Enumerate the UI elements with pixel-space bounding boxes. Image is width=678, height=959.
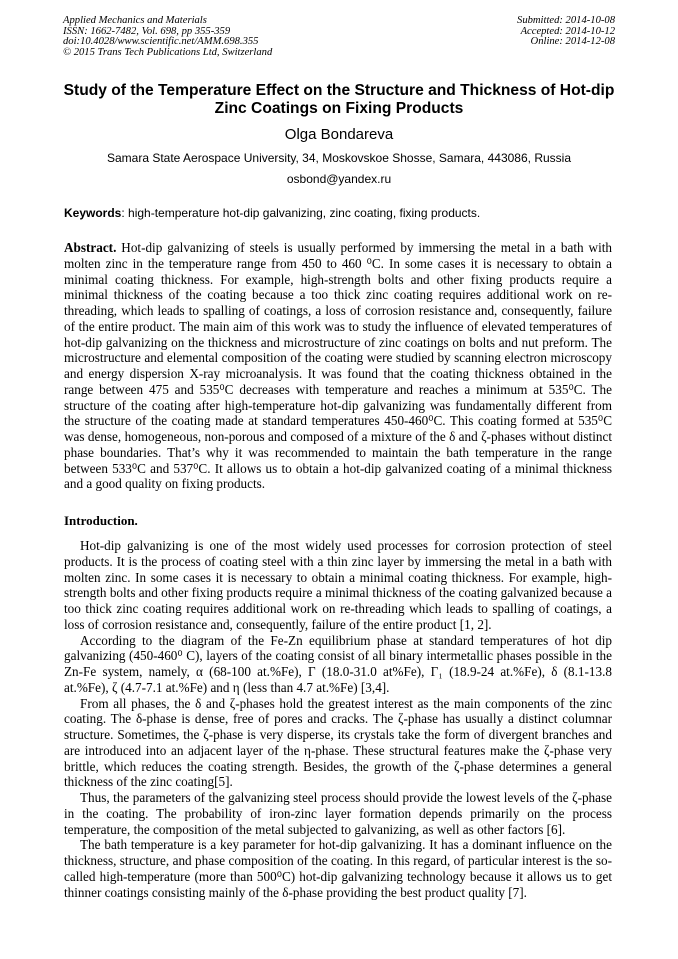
paragraph: According to the diagram of the Fe-Zn equilibrium phase at standard temperatures of hot dip galvanizing (450-460⁰ C), layers of the coating consist of all binary intermetallic phases possible in the Zn-Fe system, namely, α (68-100 at.%Fe), Γ (18.0-31.0 at%Fe), Γ₁ (18.9-24 at.%Fe), δ (8.1-13.8 at.%Fe), ζ (4.7-7.1 at.%Fe) and η (less than 4.7 at.%Fe) [3,4]. xyxy=(64,632,612,695)
paragraph: Thus, the parameters of the galvanizing steel process should provide the lowest levels of the ζ-phase in the coating. The probability of iron-zinc layer formation depends primarily on the process temperature, the composition of the metal subjected to galvanizing, as well as other factors [6]. xyxy=(64,790,612,837)
abstract-text: Hot-dip galvanizing of steels is usually performed by immersing the metal in a bath with molten zinc in the temperature range from 450 to 460 ⁰C. In some cases it is necessary to obtain a minimal coating thickness. For example, high-strength bolts and other fixing products require a minimal thickness of the coating because a too thick zinc coating requires additional work on re-threading, which leads to spalling of coatings, a loss of corrosion resistance and, consequently, failure of the entire product. The main aim of this work was to study the influence of elevated temperatures of hot-dip galvanizing on the thickness and microstructure of zinc coatings on bolts and nut preform. The microstructure and elemental composition of the coating were studied by scanning electron microscopy and energy dispersion X-ray microanalysis. It was found that the coating thickness obtained in the range between 475 and 535⁰C decreases with temperature and reaches a minimum at 535⁰C. The structure of the coating after high-temperature hot-dip galvanizing was fundamentally different from the structure of the coating made at standard temperatures 450-460⁰C. This coating formed at 535⁰C was dense, homogeneous, non-porous and composed of a mixture of the δ and ζ-phases without distinct phase boundaries. That’s why it was recommended to maintain the bath temperature in the range between 533⁰C and 537⁰C. It allows us to obtain a hot-dip galvanized coating of a minimal thickness and a good quality on fixing products. xyxy=(64,240,612,492)
author-email: osbond@yandex.ru xyxy=(286,172,392,186)
accepted-date: Accepted: 2014-10-12 xyxy=(520,25,615,37)
paragraph: The bath temperature is a key parameter for hot-dip galvanizing. It has a dominant influence on the thickness, structure, and phase composition of the coating. In this regard, of particular interest is the so-called high-temperature (more than 500⁰C) hot-dip galvanizing technology because it allows us to get thinner coatings consisting mainly of the δ-phase providing the best product quality [7]. xyxy=(64,837,612,900)
journal-name: Applied Mechanics and Materials xyxy=(63,15,207,26)
paragraph: From all phases, the δ and ζ-phases hold the greatest interest as the main components of the zinc coating. The δ-phase is dense, free of pores and cracks. The ζ-phase has usually a distinct columnar structure. Sometimes, the ζ-phase is very disperse, its crystals take the form of divergent branches and are introduced into an adjacent layer of the η-phase. These structural features make the ζ-phase very brittle, which reduces the coating strength. Besides, the growth of the ζ-phase determines a general thickness of the zinc coating[5]. xyxy=(64,695,612,790)
journal-doi: doi:10.4028/www.scientific.net/AMM.698.355 xyxy=(63,36,259,48)
abstract xyxy=(64,240,612,492)
paragraph: Hot-dip galvanizing is one of the most widely used processes for corrosion protection of steel products. It is the process of coating steel with a thin zinc layer by immersing the metal in a bath with molten zinc. In some cases it is necessary to obtain a minimal coating thickness. For example, high-strength bolts and other fixing products require a minimal thickness of the coating galvanized because a too thick zinc coating requires additional work on re-threading which leads to spalling of coatings, a loss of corrosion resistance and, consequently, failure of the entire product [1, 2]. xyxy=(64,538,612,632)
publication-dates xyxy=(517,16,615,48)
keywords-label: Keywords xyxy=(64,206,122,220)
author-name: Olga Bondareva xyxy=(284,126,394,143)
abstract-label: Abstract. xyxy=(64,240,117,255)
keywords-text: : high-temperature hot-dip galvanizing, zinc coating, fixing products. xyxy=(121,206,481,220)
paper-title: Study of the Temperature Effect on the Structure and Thickness of Hot-dip Zinc Coatings on Fixing Products xyxy=(63,82,615,117)
journal-copyright: © 2015 Trans Tech Publications Ltd, Switzerland xyxy=(63,46,273,58)
keywords xyxy=(64,206,480,220)
section-heading-introduction: Introduction. xyxy=(64,513,138,528)
journal-issn: ISSN: 1662-7482, Vol. 698, pp 355-359 xyxy=(63,25,231,37)
online-date: Online: 2014-12-08 xyxy=(530,36,615,48)
introduction-body xyxy=(64,538,612,900)
submitted-date: Submitted: 2014-10-08 xyxy=(517,15,615,26)
author-affiliation: Samara State Aerospace University, 34, Moskovskoe Shosse, Samara, 443086, Russia xyxy=(106,151,571,165)
journal-info xyxy=(63,16,272,58)
